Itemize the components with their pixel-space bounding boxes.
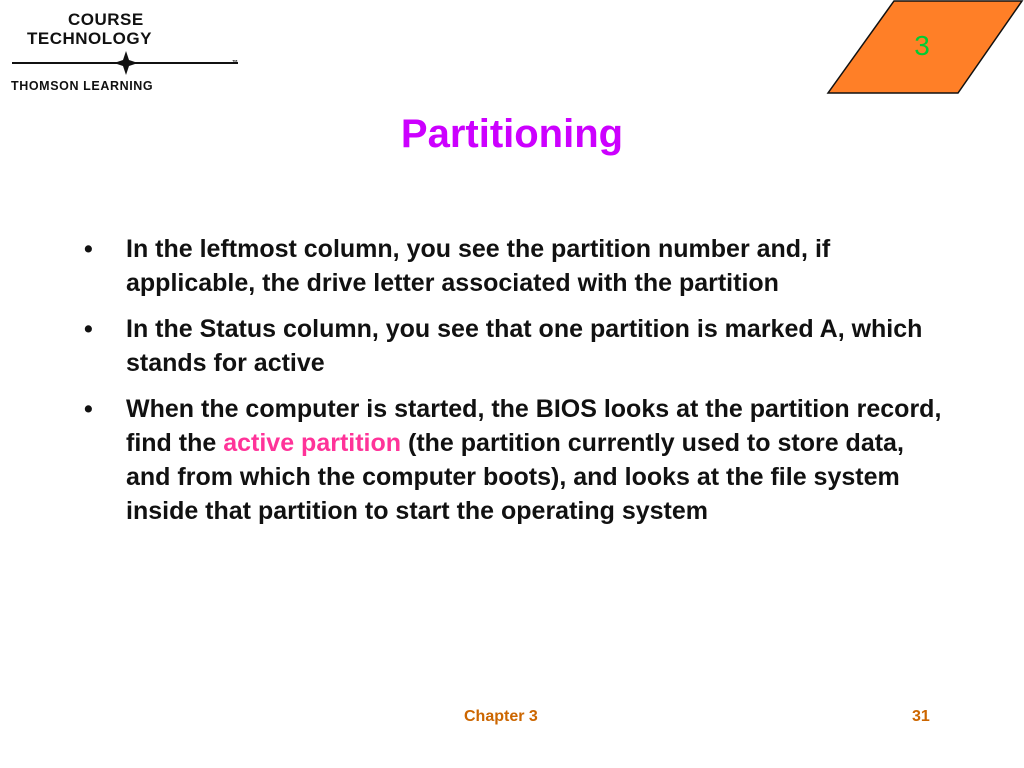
bullet-text-after: (the partition currently used to store data, and from which the computer boots), and looks at the file system inside that partition to start the operating system	[126, 429, 904, 525]
bullet-text-before: When the computer is started, the BIOS looks at the partition record, find the	[126, 395, 942, 457]
bullet-icon: •	[84, 395, 93, 423]
logo-trademark: ™	[232, 60, 238, 66]
logo-line-thomson: THOMSON LEARNING	[11, 79, 154, 93]
bullet-item	[84, 232, 944, 300]
slide-title: Partitioning	[400, 112, 624, 156]
bullet-item	[84, 392, 944, 528]
chapter-badge	[826, 0, 1024, 95]
logo-star-icon	[10, 50, 242, 76]
footer-page-number: 31	[912, 708, 930, 725]
publisher-logo	[10, 10, 250, 95]
footer-chapter: Chapter 3	[464, 708, 538, 725]
chapter-badge-number: 3	[914, 30, 930, 61]
highlighted-term: active partition	[223, 429, 402, 457]
bullet-icon: •	[84, 235, 93, 263]
logo-line-technology: TECHNOLOGY	[27, 29, 152, 48]
bullet-text: In the Status column, you see that one partition is marked A, which stands for active	[126, 315, 923, 377]
bullet-list	[84, 232, 944, 540]
logo-line-course: COURSE	[68, 10, 144, 29]
bullet-text: In the leftmost column, you see the partition number and, if applicable, the drive letter associated with the partition	[126, 235, 831, 297]
bullet-item	[84, 312, 944, 380]
bullet-icon: •	[84, 315, 93, 343]
